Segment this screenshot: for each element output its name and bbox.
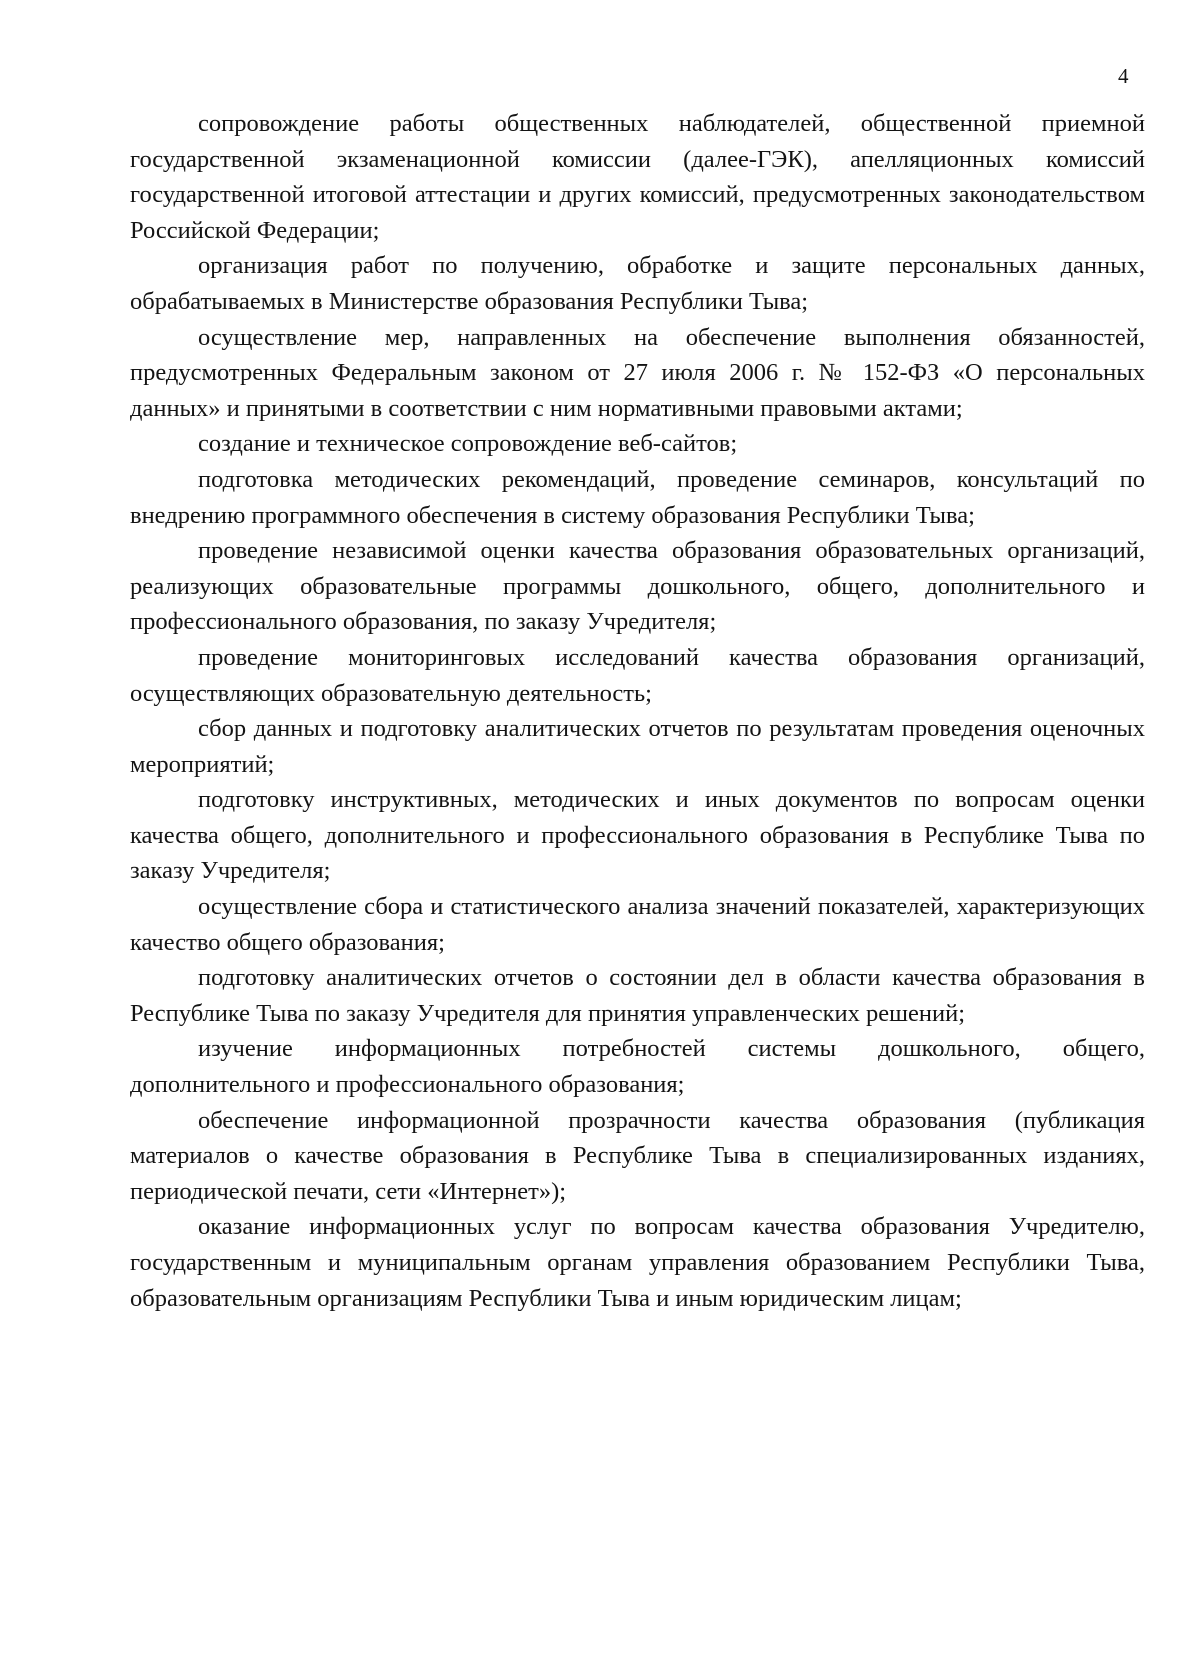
page-number: 4 xyxy=(1118,64,1129,88)
paragraph: проведение мониторинговых исследований качества образования организаций, осуществляющих образовательную деятельность; xyxy=(130,643,1145,707)
paragraph: осуществление сбора и статистического анализа значений показателей, характеризующих качество общего образования; xyxy=(130,893,1145,956)
paragraph: сопровождение работы общественных наблюдателей, общественной приемной государственной экзаменационной комиссии (далее-ГЭК), апелляционных комиссий государственной итоговой аттестации и других комиссий, предусмотренных законодательством Российской Федерации; xyxy=(130,110,1145,244)
paragraph: создание и техническое сопровождение веб-сайтов; xyxy=(198,430,738,458)
paragraph: оказание информационных услуг по вопросам качества образования Учредителю, государственным и муниципальным органам управления образованием Республики Тыва, образовательным организациям Республики Тыва и иным юридическим лицам; xyxy=(130,1213,1145,1312)
paragraph: изучение информационных потребностей системы дошкольного, общего, дополнительного и профессионального образования; xyxy=(130,1035,1145,1099)
paragraph: подготовку инструктивных, методических и иных документов по вопросам оценки качества общего, дополнительного и профессионального образования в Республике Тыва по заказу Учредителя; xyxy=(130,786,1145,885)
paragraph: подготовка методических рекомендаций, проведение семинаров, консультаций по внедрению программного обеспечения в систему образования Республики Тыва; xyxy=(130,465,1145,529)
paragraph: сбор данных и подготовку аналитических отчетов по результатам проведения оценочных мероприятий; xyxy=(130,715,1145,778)
paragraph: организация работ по получению, обработке и защите персональных данных, обрабатываемых в Министерстве образования Республики Тыва; xyxy=(130,252,1145,315)
paragraph: осуществление мер, направленных на обеспечение выполнения обязанностей, предусмотренных Федеральным законом от 27 июля 2006 г. № 152-ФЗ «О персональных данных» и принятыми в соответствии с ним нормативными правовыми актами; xyxy=(130,323,1145,422)
paragraph: подготовку аналитических отчетов о состоянии дел в области качества образования в Республике Тыва по заказу Учредителя для принятия управленческих решений; xyxy=(130,964,1145,1027)
paragraph: обеспечение информационной прозрачности качества образования (публикация материалов о качестве образования в Республике Тыва в специализированных изданиях, периодической печати, сети «Интернет»); xyxy=(130,1106,1145,1205)
paragraph: проведение независимой оценки качества образования образовательных организаций, реализующих образовательные программы дошкольного, общего, дополнительного и профессионального образования, по заказу Учредителя; xyxy=(130,537,1145,636)
document-body xyxy=(130,106,1145,1316)
